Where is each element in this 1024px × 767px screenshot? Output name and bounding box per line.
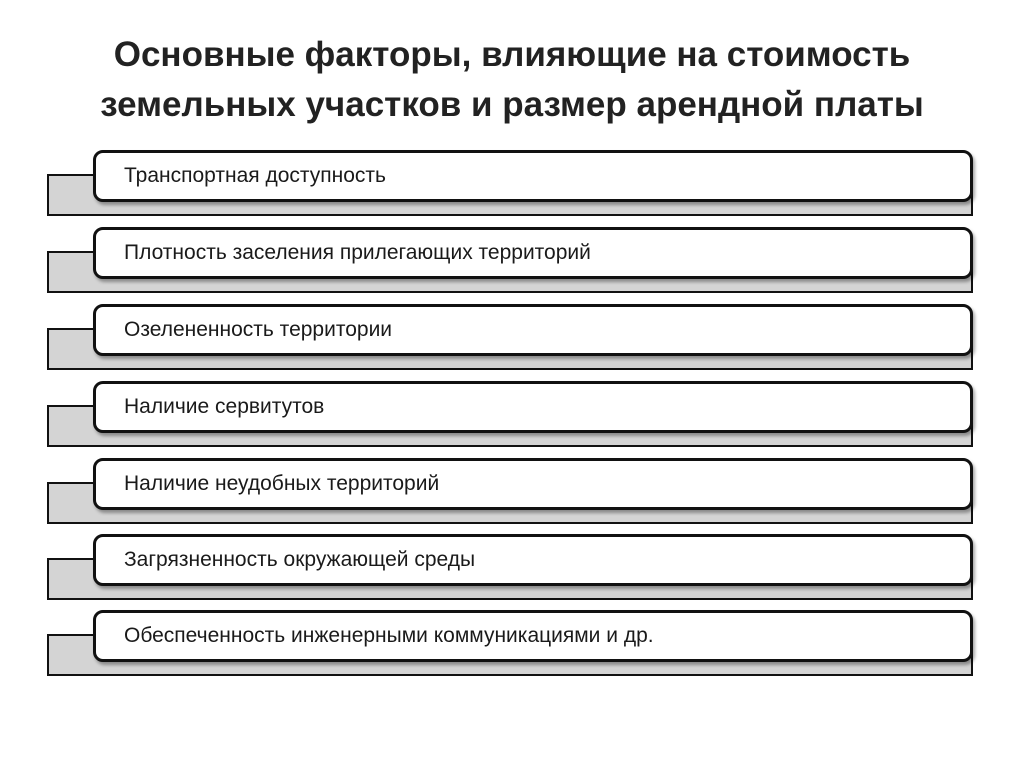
factor-item [0, 610, 1024, 680]
factor-label: Плотность заселения прилегающих территорий [124, 241, 591, 264]
factor-item [0, 227, 1024, 297]
slide-title-line-1: Основные факторы, влияющие на стоимость [113, 35, 911, 74]
factor-label: Транспортная доступность [124, 164, 386, 187]
factor-label: Обеспеченность инженерными коммуникациями и др. [124, 624, 654, 647]
factor-label: Наличие сервитутов [124, 395, 325, 418]
slide-title [0, 30, 1024, 130]
factor-item [0, 304, 1024, 374]
factor-box [93, 610, 973, 662]
factor-item [0, 458, 1024, 528]
factor-item [0, 534, 1024, 604]
factor-box [93, 227, 973, 279]
factor-item [0, 150, 1024, 220]
factor-label: Загрязненность окружающей среды [124, 548, 476, 571]
factor-box [93, 150, 973, 202]
factor-box [93, 304, 973, 356]
factor-item [0, 381, 1024, 451]
factor-label: Озелененность территории [124, 318, 393, 341]
slide-title-line-2: земельных участков и размер арендной платы [100, 85, 924, 124]
factor-label: Наличие неудобных территорий [124, 472, 440, 495]
factor-box [93, 458, 973, 510]
factor-box [93, 534, 973, 586]
factor-box [93, 381, 973, 433]
